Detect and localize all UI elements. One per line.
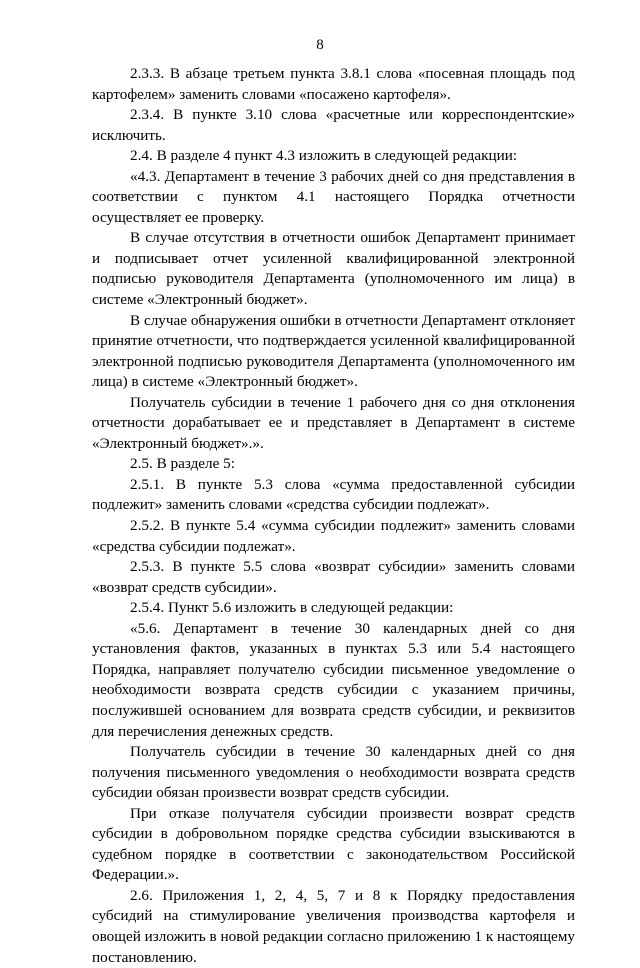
paragraph-2-6: 2.6. Приложения 1, 2, 4, 5, 7 и 8 к Порядку предоставления субсидий на стимулирование увеличения производства картофеля и овощей изложить в новой редакции согласно приложению 1 к настоящему постановлению. [92,886,575,966]
paragraph-refund-refusal: При отказе получателя субсидии произвести возврат средств субсидии в добровольном порядке средства субсидии взыскиваются в судебном порядке в соответствии с законодательством Российской Федерации.». [92,804,575,884]
paragraph-2-5-3: 2.5.3. В пункте 5.5 слова «возврат субсидии» заменить словами «возврат средств субсидии». [92,558,575,596]
paragraph-2-5-2: 2.5.2. В пункте 5.4 «сумма субсидии подлежит» заменить словами «средства субсидии подлежат». [92,517,575,555]
paragraph-2-5-4: 2.5.4. Пункт 5.6 изложить в следующей редакции: [130,599,454,617]
paragraph-recipient-revision: Получатель субсидии в течение 1 рабочего дня со дня отклонения отчетности дорабатывает ее и представляет в Департамент в системе «Электронный бюджет».». [92,393,575,452]
paragraph-2-3-3: 2.3.3. В абзаце третьем пункта 3.8.1 слова «посевная площадь под картофелем» заменить словами «посажено картофеля». [92,65,575,103]
paragraph-refund-deadline: Получатель субсидии в течение 30 календарных дней со дня получения письменного уведомления о необходимости возврата средств субсидии обязан произвести возврат средств субсидии. [92,743,575,802]
paragraph-2-5-1: 2.5.1. В пункте 5.3 слова «сумма предоставленной субсидии подлежит» заменить словами «средства субсидии подлежат». [92,475,575,514]
paragraph-4-3: «4.3. Департамент в течение 3 рабочих дней со дня представления в соответствии с пунктом 4.1 настоящего Порядка отчетности осуществляет ее проверку. [92,167,575,226]
document-body [92,64,575,968]
paragraph-2-3-4: 2.3.4. В пункте 3.10 слова «расчетные или корреспондентские» исключить. [92,106,575,144]
paragraph-errors-found: В случае обнаружения ошибки в отчетности Департамент отклоняет принятие отчетности, что подтверждается усиленной квалифицированной электронной подписью руководителя Департамента (уполномоченного им лица) в системе «Электронный бюджет». [92,311,575,391]
paragraph-no-errors: В случае отсутствия в отчетности ошибок Департамент принимает и подписывает отчет усиленной квалифицированной электронной подписью руководителя Департамента (уполномоченного им лица) в системе «Электронный бюджет». [92,229,575,309]
paragraph-2-5: 2.5. В разделе 5: [130,455,235,473]
paragraph-2-4: 2.4. В разделе 4 пункт 4.3 изложить в следующей редакции: [130,147,518,165]
paragraph-5-6: «5.6. Департамент в течение 30 календарных дней со дня установления фактов, указанных в пунктах 5.3 или 5.4 настоящего Порядка, направляет получателю субсидии письменное уведомление о необходимости возврата средств субсидии с указанием причины, послужившей основанием для возврата средств субсидии, и реквизитов для перечисления денежных средств. [92,619,575,740]
page-number: 8 [316,37,324,53]
